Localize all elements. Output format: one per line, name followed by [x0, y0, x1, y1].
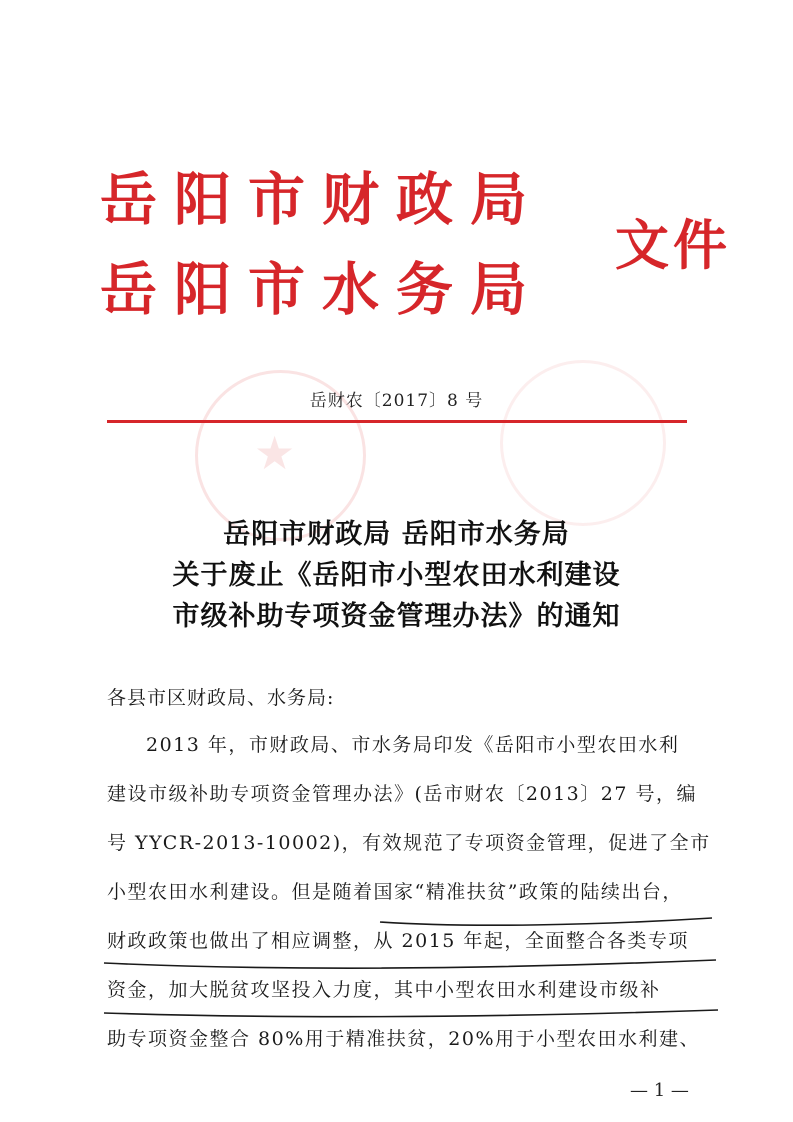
pen-underline-2 [104, 960, 716, 968]
pen-underline-1 [380, 918, 712, 925]
pen-underline-3 [104, 1010, 718, 1017]
salutation: 各县市区财政局、水务局: [107, 687, 335, 709]
page-number: — 1 — [630, 1080, 689, 1101]
document-type-label: 文件 [615, 213, 731, 277]
body-line-1: 2013 年，市财政局、市水务局印发《岳阳市小型农田水利 [146, 734, 680, 756]
title-line-1: 岳阳市财政局 岳阳市水务局 [223, 519, 570, 550]
seal-star-icon: ★ [254, 426, 296, 480]
body-line-5: 财政政策也做出了相应调整，从 2015 年起，全面整合各类专项 [107, 930, 689, 952]
body-line-6: 资金，加大脱贫攻坚投入力度，其中小型农田水利建设市级补 [107, 979, 661, 1001]
title-line-2: 关于废止《岳阳市小型农田水利建设 [172, 560, 621, 591]
body-line-2: 建设市级补助专项资金管理办法》(岳市财农〔2013〕27 号，编 [107, 783, 697, 805]
issuer-line-2: 岳阳市水务局 [100, 256, 544, 323]
body-line-7: 助专项资金整合 80%用于精准扶贫，20%用于小型农田水利建、 [107, 1028, 701, 1050]
issuer-line-1: 岳阳市财政局 [100, 166, 544, 233]
body-line-4: 小型农田水利建设。但是随着国家“精准扶贫”政策的陆续出台， [107, 881, 683, 903]
document-number: 岳财农〔2017〕8 号 [309, 391, 484, 411]
title-line-3: 市级补助专项资金管理办法》的通知 [172, 601, 621, 632]
body-line-3: 号 YYCR-2013-10002)，有效规范了专项资金管理，促进了全市 [107, 832, 711, 854]
